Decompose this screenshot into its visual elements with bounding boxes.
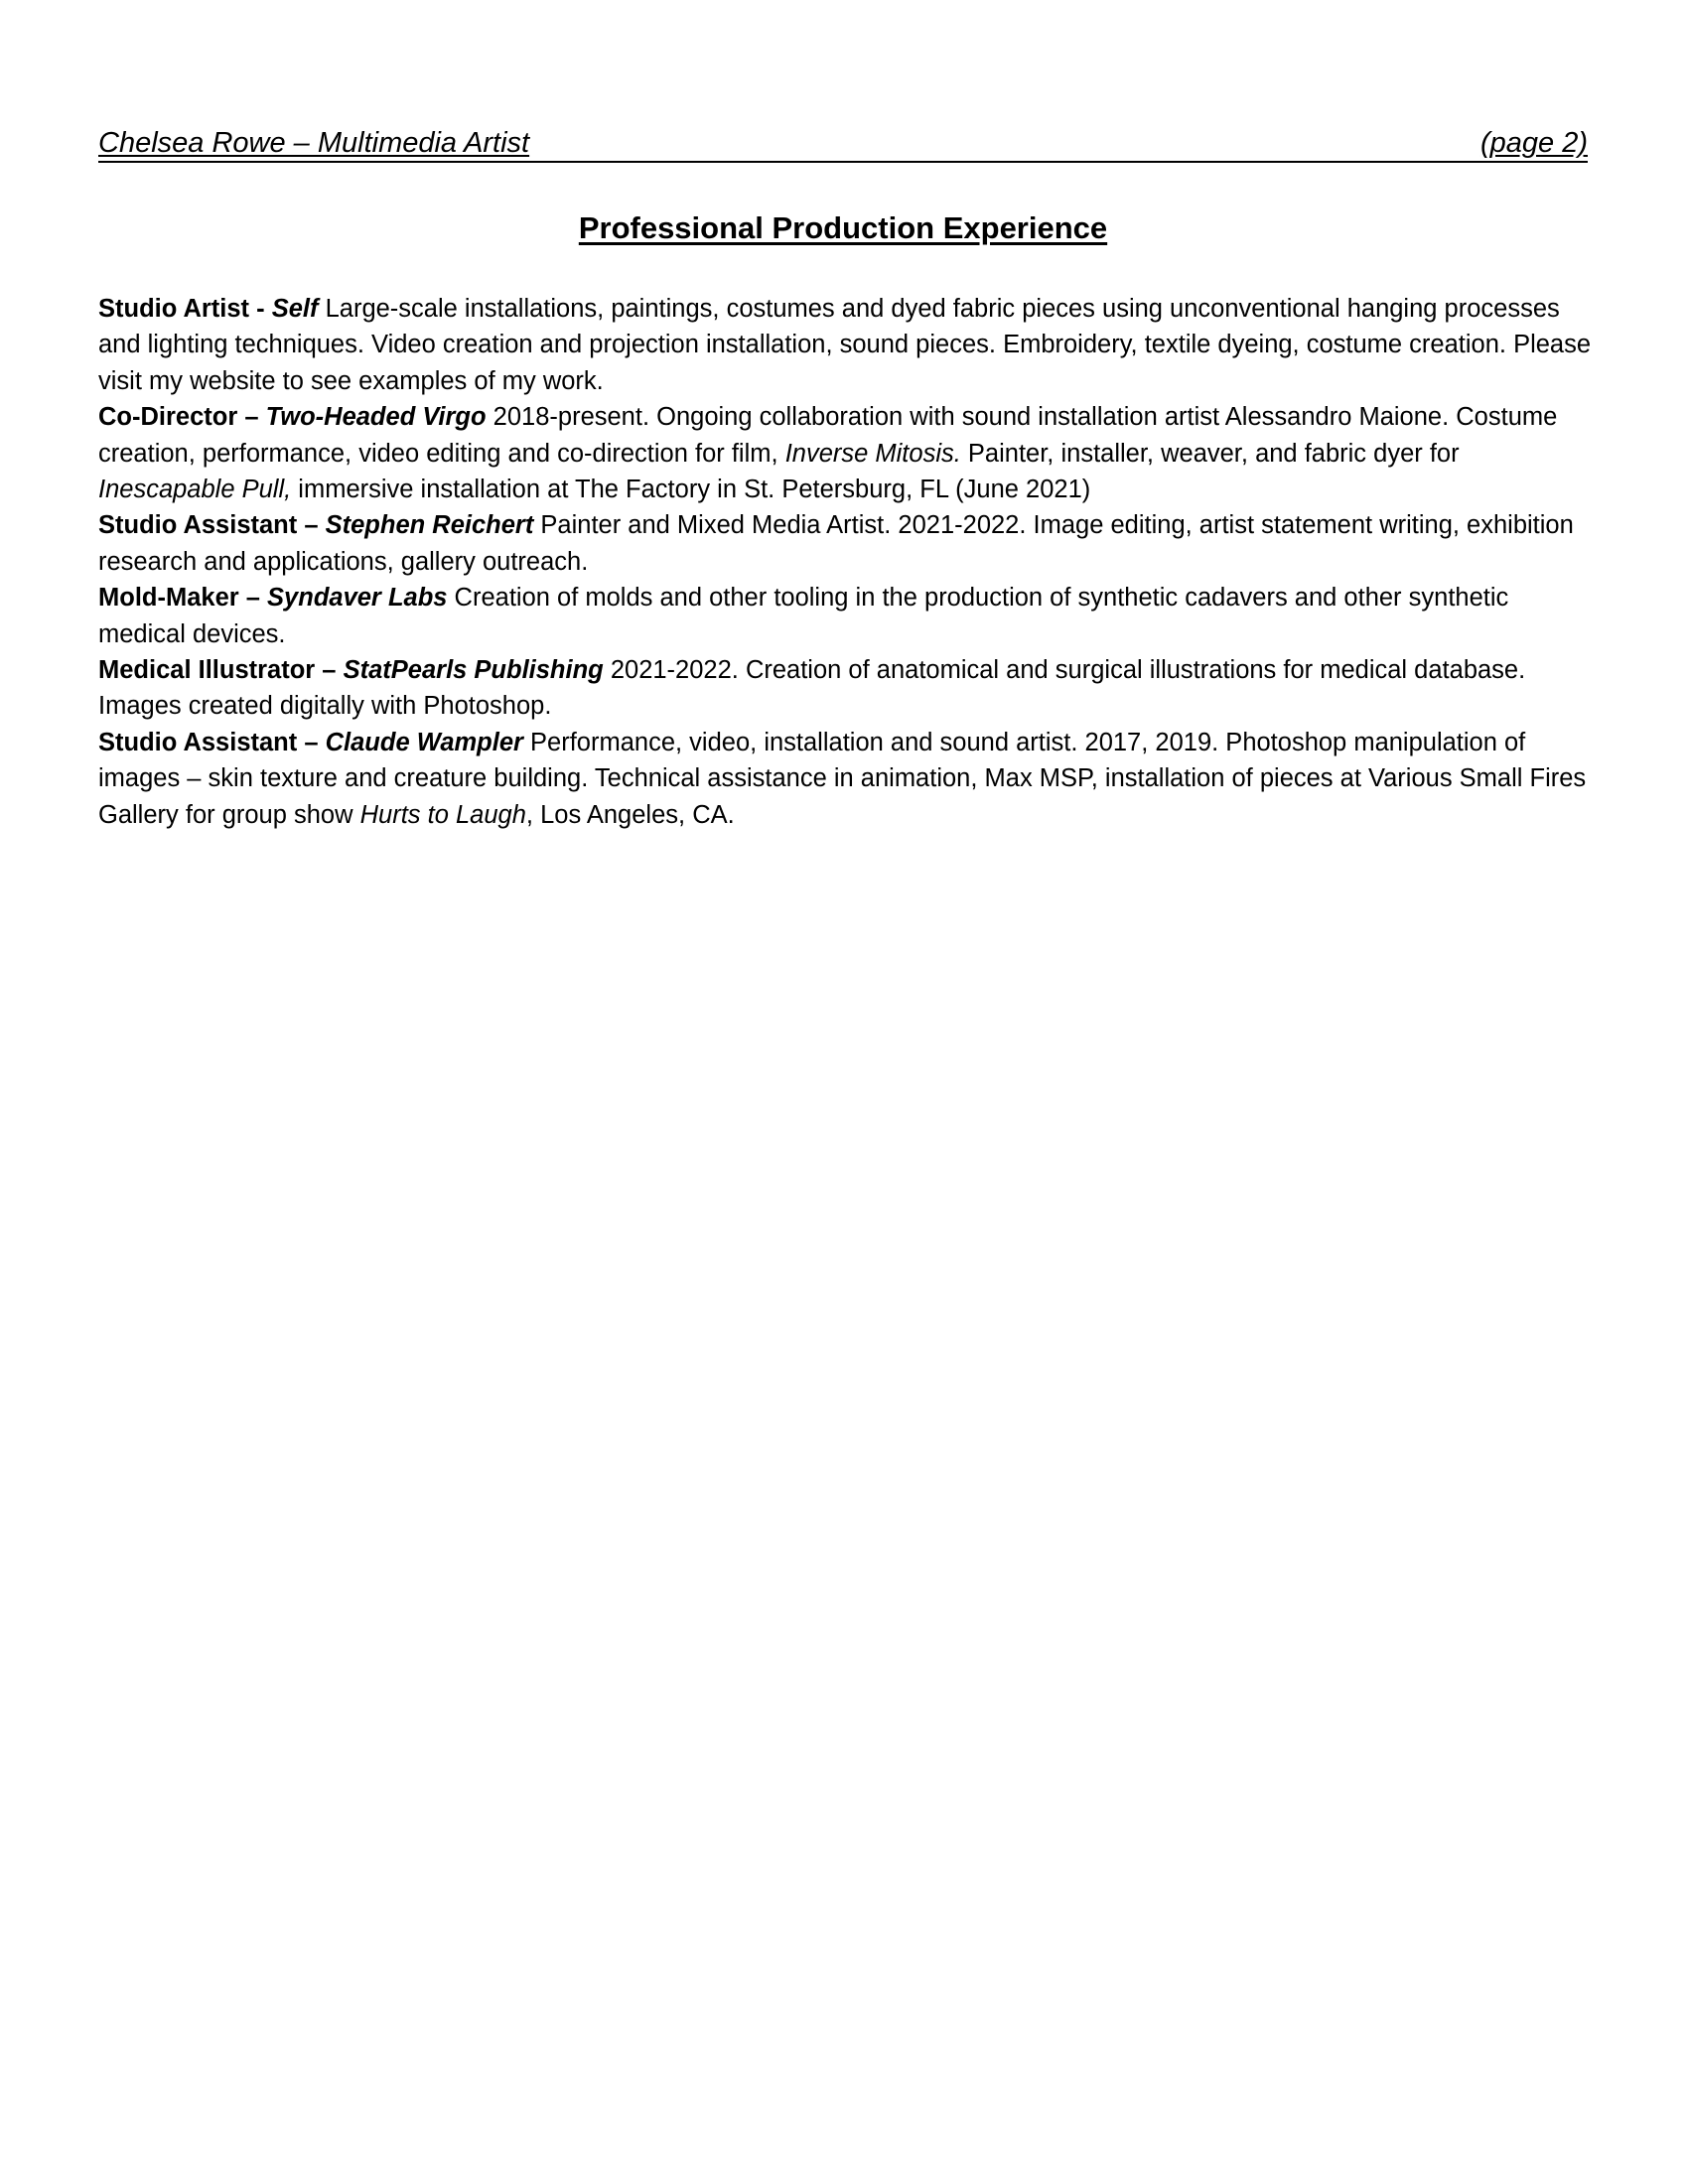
- running-header: [98, 121, 1588, 163]
- entry-description: , Los Angeles, CA.: [525, 800, 735, 829]
- header-name-title: Chelsea Rowe – Multimedia Artist: [98, 127, 530, 159]
- entry-description: Performance, video, installation and sound artist. 2017, 2019. Photoshop manipulation of images – skin texture and creature building. Technical assistance in animation, Max MSP, installation of pieces at Various Small Fires Gallery for group show: [98, 728, 1587, 829]
- entry-description: Large-scale installations, paintings, costumes and dyed fabric pieces using unconventional hanging processes and lighting techniques. Video creation and projection installation, sound pieces. Embroidery, textile dyeing, costume creation. Please visit my website to see examples of my work.: [98, 295, 1592, 395]
- entry-organization: Self: [271, 295, 319, 323]
- work-title: Inescapable Pull,: [98, 476, 292, 504]
- entry-role: Studio Artist -: [98, 295, 265, 323]
- experience-entry-studio-assistant-wampler: [98, 725, 1598, 833]
- experience-entry-co-director: [98, 399, 1598, 507]
- experience-list: [98, 291, 1598, 833]
- entry-role: Medical Illustrator –: [98, 656, 337, 685]
- entry-organization: StatPearls Publishing: [343, 656, 604, 685]
- entry-description: immersive installation at The Factory in St. Petersburg, FL (June 2021): [291, 476, 1091, 504]
- page-number: (page 2): [1479, 127, 1588, 159]
- work-title: Inverse Mitosis.: [784, 439, 961, 468]
- entry-description: Painter, installer, weaver, and fabric dyer for: [960, 439, 1460, 468]
- experience-entry-studio-artist: [98, 291, 1598, 399]
- entry-organization: Two-Headed Virgo: [265, 403, 487, 432]
- experience-entry-mold-maker: [98, 580, 1598, 652]
- section-title: Professional Production Experience: [578, 210, 1108, 245]
- entry-role: Co-Director –: [98, 403, 259, 432]
- experience-entry-medical-illustrator: [98, 652, 1598, 725]
- experience-entry-studio-assistant-reichert: [98, 507, 1598, 580]
- work-title: Hurts to Laugh: [359, 800, 526, 829]
- entry-description: 2018-present. Ongoing collaboration with sound installation artist Alessandro Maione. Costume creation, performance, video editing and co-direction for film,: [98, 403, 1558, 468]
- entry-role: Studio Assistant –: [98, 728, 319, 756]
- entry-role: Mold-Maker –: [98, 584, 260, 613]
- entry-description: 2021-2022. Creation of anatomical and surgical illustrations for medical database. Images created digitally with Photoshop.: [98, 656, 1526, 721]
- entry-description: Painter and Mixed Media Artist. 2021-2022. Image editing, artist statement writing, exhibition research and applications, gallery outreach.: [98, 511, 1574, 576]
- entry-organization: Syndaver Labs: [267, 584, 448, 613]
- entry-organization: Claude Wampler: [325, 728, 523, 756]
- entry-organization: Stephen Reichert: [325, 511, 534, 540]
- entry-role: Studio Assistant –: [98, 511, 319, 540]
- entry-description: Creation of molds and other tooling in the production of synthetic cadavers and other synthetic medical devices.: [98, 584, 1509, 648]
